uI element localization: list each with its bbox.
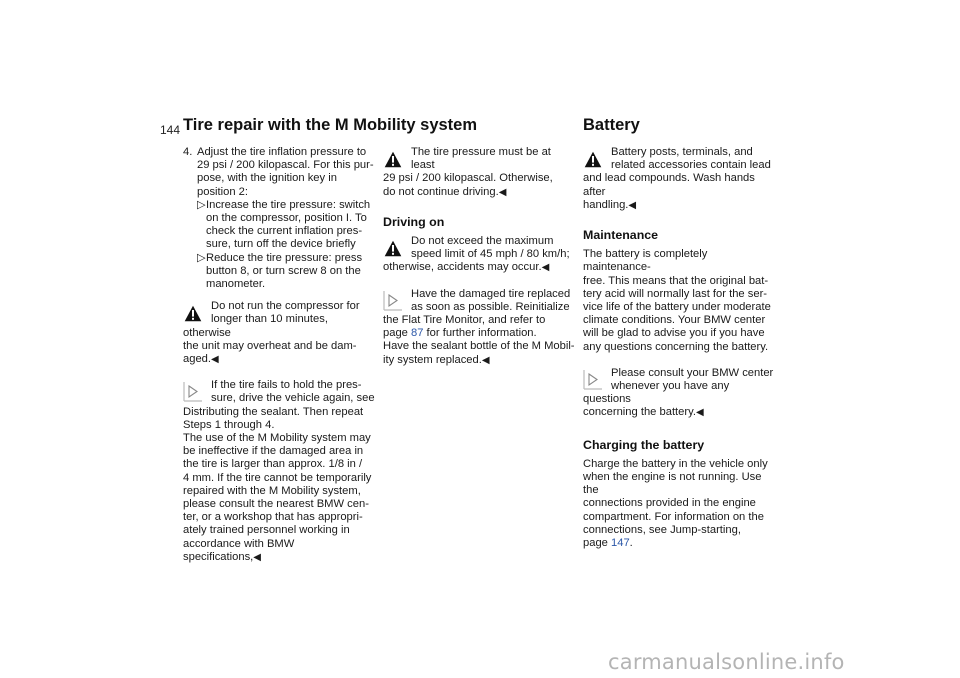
end-marker-icon: ◀ [253,551,261,563]
note-arrow-icon [383,291,403,311]
end-marker-icon: ◀ [695,407,704,419]
paragraph-charging: Charge the battery in the vehicle only when the engine is not running. Use the connections provided in the engine compartment. For information on the connections, see Jump-starting, page 147. [583,457,768,550]
warning-compressor-runtime: Do not run the compressor for longer than 10 minutes, otherwise the unit may overheat and be dam- aged.◀ [183,300,360,366]
section-heading-battery: Battery [583,116,640,134]
warning-triangle-icon [183,303,203,323]
subheading-maintenance: Maintenance [583,228,659,243]
page-number: 144 [160,123,181,137]
warning-minimum-pressure: The tire pressure must be at least 29 psi / 200 kilopascal. Otherwise, do not continue driving.◀ [383,146,553,198]
warning-lead-compounds: Battery posts, terminals, and related accessories contain lead and lead compounds. Wash hands after handling.◀ [583,146,771,211]
warning-triangle-icon [583,149,603,169]
end-marker-icon: ◀ [481,354,490,366]
end-marker-icon: ◀ [628,199,637,211]
step-text: Adjust the tire inflation pressure to 29 psi / 200 kilopascal. For this pur- pose, with the ignition key in position 2: [197,146,374,198]
step-4 [183,146,375,199]
page-link-147[interactable]: 147 [611,537,630,550]
warning-triangle-icon [383,238,403,258]
paragraph-maintenance: The battery is completely maintenance- free. This means that the original bat- tery acid will normally last for the ser- vice life of the battery under moderate climate conditions. Your BMW center will be glad to advise you if you have any questions concerning the battery. [583,248,771,353]
bullet-arrow-icon: ▷ [197,251,206,264]
subheading-driving-on: Driving on [383,214,445,229]
bullet-arrow-icon: ▷ [197,198,206,211]
warning-triangle-icon [383,149,403,169]
step-number: 4. [183,146,193,158]
end-marker-icon: ◀ [541,262,550,274]
note-arrow-icon [183,382,203,402]
watermark: carmanualsonline.info [608,650,845,674]
note-consult-bmw-center: Please consult your BMW center whenever you have any questions concerning the battery.◀ [583,366,774,419]
note-arrow-icon [583,370,603,390]
substep-reduce-pressure: ▷ Reduce the tire pressure: press button 8, or turn screw 8 on the manometer. [197,251,363,291]
end-marker-icon: ◀ [211,354,219,366]
page-link-87[interactable]: 87 [411,327,424,340]
end-marker-icon: ◀ [498,186,507,198]
subheading-charging-battery: Charging the battery [583,437,705,452]
column-driving-on [383,146,575,367]
column-battery [583,146,775,550]
note-replace-damaged-tire: Have the damaged tire replaced as soon as possible. Reinitialize the Flat Tire Monitor, and refer to page 87 for further information. Have the sealant bottle of the M Mobil- ity system replaced.◀ [383,287,575,366]
substep-increase-pressure: ▷ Increase the tire pressure: switch on the compressor, position I. To check the current inflation pres- sure, turn off the device briefly [197,198,371,251]
column-tire-repair-steps [183,146,375,564]
section-heading-tire-repair: Tire repair with the M Mobility system [183,116,478,134]
warning-speed-limit: Do not exceed the maximum speed limit of 45 mph / 80 km/h; otherwise, accidents may occur.◀ [383,235,570,274]
note-tire-fails-to-hold: If the tire fails to hold the pres- sure, drive the vehicle again, see Distributing the sealant. Then repeat Steps 1 through 4. The use of the M Mobility system may be ineffective if the damaged area in the tire is larger than approx. 1/8 in / 4 mm. If the tire cannot be temporarily repaired with the M Mobility system, please consult the nearest BMW cen- ter, or a workshop that has appropri- ately trained personnel working in accordance with BMW specifications,◀ [183,379,375,563]
